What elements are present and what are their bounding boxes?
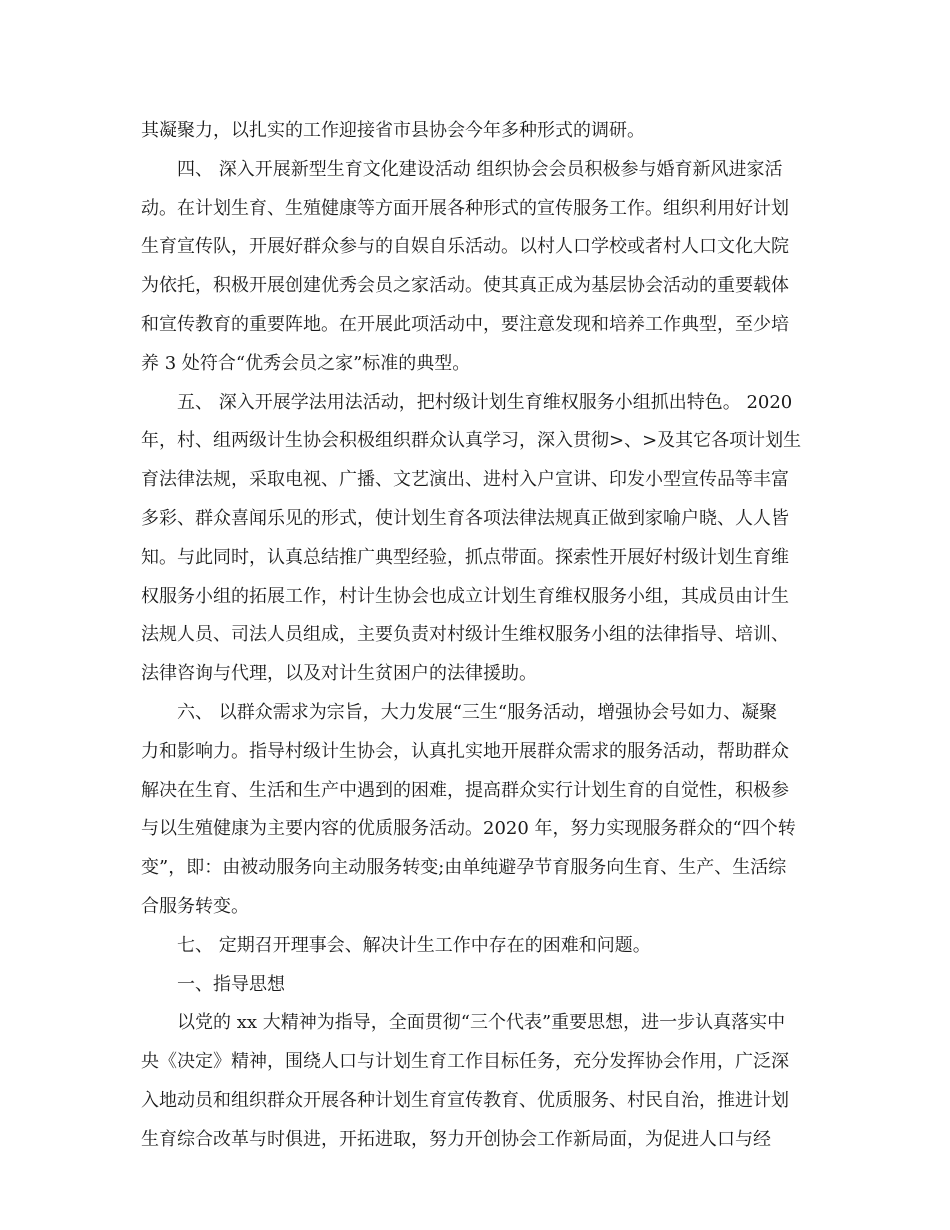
text-line: 与以生殖健康为主要内容的优质服务活动。2020 年，努力实现服务群众的“四个转 [141,818,796,840]
text-line: 法律咨询与代理，以及对计生贫困户的法律援助。 [141,663,537,685]
text-line: 七、 定期召开理事会、解决计生工作中存在的困难和问题。 [177,934,651,956]
text-line: 四、 深入开展新型生育文化建设活动 组织协会会员积极参与婚育新风进家活 [177,158,783,180]
text-line: 生育综合改革与时俱进，开拓进取，努力开创协会工作新局面，为促进人口与经 [141,1128,771,1150]
text-line: 动。在计划生育、生殖健康等方面开展各种形式的宣传服务工作。组织利用好计划 [141,197,789,219]
text-line: 合服务转变。 [141,895,249,917]
text-line: 解决在生育、生活和生产中遇到的困难，提高群众实行计划生育的自觉性，积极参 [141,779,789,801]
text-line: 年，村、组两级计生协会积极组织群众认真学习，深入贯彻>、>及其它各项计划生 [141,430,802,452]
text-line: 知。与此同时，认真总结推广典型经验，抓点带面。探索性开展好村级计划生育维 [141,546,789,568]
text-line: 央《决定》精神，围绕人口与计划生育工作目标任务，充分发挥协会作用，广泛深 [141,1051,789,1073]
text-line: 六、 以群众需求为宗旨，大力发展“三生“服务活动，增强协会号如力、凝聚 [177,701,778,723]
text-line: 生育宣传队，开展好群众参与的自娱自乐活动。以村人口学校或者村人口文化大院 [141,236,789,258]
text-line: 育法律法规，采取电视、广播、文艺演出、进村入户宣讲、印发小型宣传品等丰富 [141,469,789,491]
text-line: 养 3 处符合“优秀会员之家”标准的典型。 [141,352,471,374]
text-line: 法规人员、司法人员组成，主要负责对村级计生维权服务小组的法律指导、培训、 [141,624,789,646]
text-line: 力和影响力。指导村级计生协会，认真扎实地开展群众需求的服务活动，帮助群众 [141,740,789,762]
text-line: 五、 深入开展学法用法活动，把村级计划生育维权服务小组抓出特色。 2020 [177,391,793,413]
text-line: 权服务小组的拓展工作，村计生协会也成立计划生育维权服务小组，其成员由计生 [141,585,789,607]
text-line: 入地动员和组织群众开展各种计划生育宣传教育、优质服务、村民自治，推进计划 [141,1089,789,1111]
body-text [141,112,811,1160]
text-line: 多彩、群众喜闻乐见的形式，使计划生育各项法律法规真正做到家喻户晓、人人皆 [141,507,789,529]
text-line: 和宣传教育的重要阵地。在开展此项活动中，要注意发现和培养工作典型，至少培 [141,313,789,335]
text-line: 一、指导思想 [177,973,285,995]
text-line: 以党的 xx 大精神为指导，全面贯彻“三个代表”重要思想，进一步认真落实中 [177,1012,786,1034]
text-line: 其凝聚力，以扎实的工作迎接省市县协会今年多种形式的调研。 [141,120,645,141]
text-line: 为依托，积极开展创建优秀会员之家活动。使其真正成为基层协会活动的重要载体 [141,275,789,297]
text-line: 变”，即：由被动服务向主动服务转变;由单纯避孕节育服务向生育、生产、生活综 [141,857,787,879]
